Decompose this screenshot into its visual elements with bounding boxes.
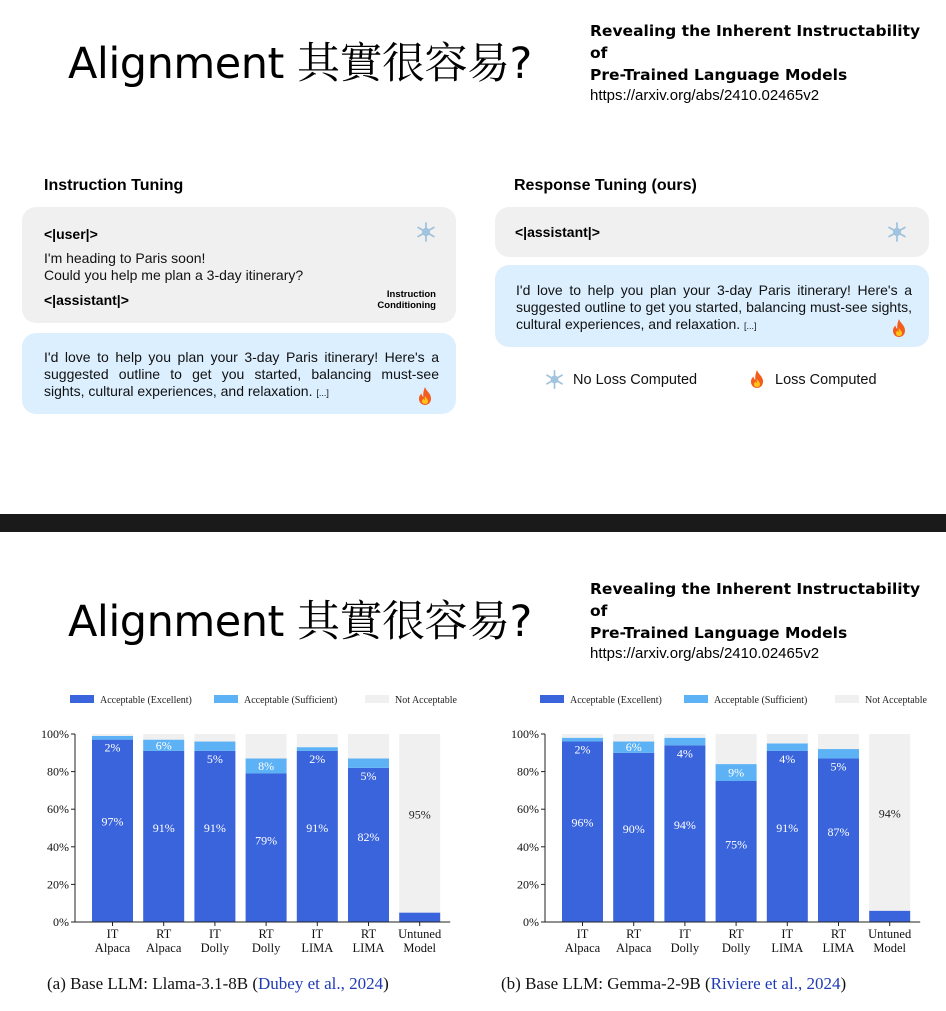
- legend-swatch: [70, 695, 94, 703]
- y-tick-label: 40%: [517, 839, 539, 854]
- x-tick-label: RT: [258, 927, 274, 941]
- bar-segment: [92, 734, 133, 736]
- bar-segment: [818, 749, 859, 758]
- y-tick-label: 80%: [517, 764, 539, 779]
- data-label: 94%: [878, 806, 901, 821]
- data-label: 5%: [360, 768, 377, 783]
- response-text: I'd love to help you plan your 3-day Paris itinerary! Here's a suggested outline to get you started, balancing must-see sights, cultural experiences, and relaxation.: [44, 349, 439, 399]
- bar-segment: [297, 747, 338, 751]
- data-label: 2%: [309, 751, 326, 766]
- legend-label: Acceptable (Sufficient): [714, 695, 808, 706]
- paper-reference: [590, 578, 940, 664]
- response-tuning-heading: Response Tuning (ours): [514, 177, 697, 194]
- x-tick-label: Untuned: [398, 927, 442, 941]
- bar-segment: [562, 734, 603, 738]
- bar-segment: [348, 758, 389, 767]
- response-prompt-box: [495, 207, 929, 257]
- caption-prefix: (a) Base LLM: Llama-3.1-8B (: [47, 974, 259, 993]
- caption-suffix: ): [840, 974, 847, 993]
- legend-label: Not Acceptable: [395, 695, 457, 706]
- paper-url[interactable]: https://arxiv.org/abs/2410.02465v2: [590, 645, 820, 662]
- data-label: 94%: [673, 817, 696, 832]
- data-label: 2%: [104, 740, 121, 755]
- slide-title: Alignment 其實很容易?: [68, 39, 532, 89]
- x-tick-label: RT: [830, 927, 847, 941]
- legend-label: Acceptable (Excellent): [570, 695, 662, 706]
- data-label: 87%: [827, 825, 850, 840]
- bar-segment: [246, 734, 287, 758]
- x-tick-label: RT: [728, 927, 744, 941]
- x-tick-label: Model: [873, 941, 907, 955]
- data-label: 6%: [625, 740, 642, 755]
- data-label: 82%: [357, 830, 380, 845]
- citation-link[interactable]: Dubey et al., 2024: [258, 974, 384, 993]
- response-tuning-box: [495, 265, 929, 347]
- x-tick-label: Alpaca: [615, 941, 652, 955]
- data-label: 91%: [152, 820, 175, 835]
- response-tuning-text: [516, 282, 912, 335]
- data-label: 4%: [779, 751, 796, 766]
- data-label: 75%: [725, 837, 748, 852]
- data-label: 97%: [101, 814, 124, 829]
- x-tick-label: Alpaca: [145, 941, 182, 955]
- bar-segment: [399, 913, 440, 922]
- paper-title-line1: Revealing the Inherent Instructability of: [590, 22, 921, 62]
- instruction-conditioning-label: [342, 289, 436, 311]
- bar-segment: [664, 734, 705, 738]
- fire-icon: [748, 369, 766, 393]
- slide-separator: [0, 514, 946, 532]
- user-message-line1: I'm heading to Paris soon!: [44, 250, 206, 266]
- bar-segment: [664, 745, 705, 922]
- y-tick-label: 40%: [47, 839, 69, 854]
- assistant-tag: <|assistant|>: [515, 224, 600, 240]
- paper-title-line2: Pre-Trained Language Models: [590, 624, 848, 642]
- x-tick-label: RT: [360, 927, 377, 941]
- bar-segment: [246, 773, 287, 922]
- slide-title: Alignment 其實很容易?: [68, 597, 532, 647]
- bar-segment: [92, 740, 133, 922]
- bar-segment: [664, 738, 705, 746]
- bar-segment: [869, 911, 910, 922]
- y-tick-label: 100%: [511, 727, 539, 741]
- user-message-line2: Could you help me plan a 3-day itinerary?: [44, 267, 304, 283]
- data-label: 5%: [206, 751, 223, 766]
- bar-segment: [297, 751, 338, 922]
- bar-segment: [562, 738, 603, 742]
- x-tick-label: Alpaca: [564, 941, 601, 955]
- y-tick-label: 0%: [523, 915, 539, 929]
- x-tick-label: Dolly: [670, 941, 700, 955]
- user-message: [44, 250, 374, 284]
- instruction-prompt-box: [22, 207, 456, 323]
- legend-swatch: [214, 695, 238, 703]
- citation-link[interactable]: Riviere et al., 2024: [710, 974, 841, 993]
- data-label: 91%: [776, 820, 799, 835]
- response-text: I'd love to help you plan your 3-day Paris itinerary! Here's a suggested outline to get you started, balancing must-see sights, cultural experiences, and relaxation.: [516, 282, 912, 332]
- assistant-tag: <|assistant|>: [44, 292, 129, 308]
- x-tick-label: IT: [311, 927, 324, 941]
- instruction-response-text: [44, 349, 439, 402]
- bar-segment: [348, 734, 389, 758]
- y-tick-label: 100%: [41, 727, 69, 741]
- conditioning-line2: Conditioning: [377, 300, 436, 311]
- slide-2: [0, 532, 946, 1011]
- instruction-tuning-heading: Instruction Tuning: [44, 177, 184, 194]
- data-label: 2%: [574, 742, 591, 757]
- snowflake-icon: [886, 221, 908, 247]
- data-label: 8%: [258, 758, 275, 773]
- snowflake-icon: [544, 369, 565, 394]
- bar-segment: [348, 768, 389, 922]
- bar-segment: [767, 743, 808, 751]
- x-tick-label: Untuned: [868, 927, 912, 941]
- bar-segment: [818, 734, 859, 749]
- x-tick-label: LIMA: [352, 941, 385, 955]
- y-tick-label: 0%: [53, 915, 69, 929]
- x-tick-label: RT: [156, 927, 172, 941]
- paper-title-line2: Pre-Trained Language Models: [590, 66, 848, 84]
- data-label: 5%: [830, 759, 847, 774]
- ellipsis: [...]: [316, 388, 329, 398]
- caption-gemma: [501, 974, 846, 994]
- legend-swatch: [540, 695, 564, 703]
- paper-title-line1: Revealing the Inherent Instructability of: [590, 580, 921, 620]
- x-tick-label: IT: [208, 927, 221, 941]
- bar-segment: [143, 751, 184, 922]
- x-tick-label: LIMA: [301, 941, 334, 955]
- legend-swatch: [684, 695, 708, 703]
- chart-llama: [0, 692, 470, 962]
- y-tick-label: 20%: [517, 877, 539, 892]
- data-label: 91%: [203, 820, 226, 835]
- bar-segment: [194, 734, 235, 742]
- caption-prefix: (b) Base LLM: Gemma-2-9B (: [501, 974, 711, 993]
- legend-swatch: [835, 695, 859, 703]
- data-label: 96%: [571, 815, 594, 830]
- x-tick-label: Dolly: [200, 941, 230, 955]
- fire-icon: [890, 318, 908, 342]
- y-tick-label: 60%: [517, 802, 539, 817]
- paper-reference: [590, 20, 940, 106]
- x-tick-label: LIMA: [771, 941, 804, 955]
- caption-suffix: ): [383, 974, 389, 993]
- bar-segment: [399, 734, 440, 913]
- x-tick-label: IT: [576, 927, 589, 941]
- y-tick-label: 60%: [47, 802, 69, 817]
- bar-segment: [613, 753, 654, 922]
- x-tick-label: Alpaca: [94, 941, 131, 955]
- instruction-response-box: [22, 333, 456, 414]
- x-tick-label: Dolly: [251, 941, 281, 955]
- data-label: 90%: [622, 821, 645, 836]
- y-tick-label: 20%: [47, 877, 69, 892]
- x-tick-label: IT: [678, 927, 691, 941]
- bar-segment: [716, 734, 757, 764]
- bar-segment: [297, 734, 338, 747]
- paper-url[interactable]: https://arxiv.org/abs/2410.02465v2: [590, 87, 820, 104]
- data-label: 9%: [728, 765, 745, 780]
- x-tick-label: IT: [106, 927, 119, 941]
- data-label: 6%: [155, 738, 172, 753]
- conditioning-line1: Instruction: [386, 289, 436, 300]
- bar-segment: [194, 751, 235, 922]
- x-tick-label: RT: [626, 927, 642, 941]
- data-label: 79%: [255, 833, 278, 848]
- bar-segment: [767, 751, 808, 922]
- bar-segment: [767, 734, 808, 743]
- legend-label: Acceptable (Excellent): [100, 695, 192, 706]
- x-tick-label: Model: [403, 941, 437, 955]
- no-loss-label: No Loss Computed: [573, 372, 698, 388]
- data-label: 91%: [306, 820, 329, 835]
- fire-icon: [416, 386, 434, 410]
- data-label: 4%: [676, 746, 693, 761]
- legend-label: Acceptable (Sufficient): [244, 695, 338, 706]
- user-tag: <|user|>: [44, 226, 98, 242]
- bar-segment: [716, 781, 757, 922]
- bar-segment: [92, 736, 133, 740]
- bar-segment: [562, 742, 603, 922]
- x-tick-label: LIMA: [822, 941, 855, 955]
- ellipsis: [...]: [744, 321, 757, 331]
- legend-swatch: [365, 695, 389, 703]
- y-tick-label: 80%: [47, 764, 69, 779]
- snowflake-icon: [415, 221, 437, 247]
- legend-label: Not Acceptable: [865, 695, 927, 706]
- loss-label: Loss Computed: [775, 372, 877, 388]
- bar-segment: [194, 742, 235, 751]
- caption-llama: [47, 974, 389, 994]
- bar-segment: [818, 758, 859, 922]
- data-label: 95%: [408, 807, 431, 822]
- bar-segment: [869, 734, 910, 911]
- x-tick-label: IT: [781, 927, 794, 941]
- chart-gemma: [470, 692, 940, 962]
- x-tick-label: Dolly: [721, 941, 751, 955]
